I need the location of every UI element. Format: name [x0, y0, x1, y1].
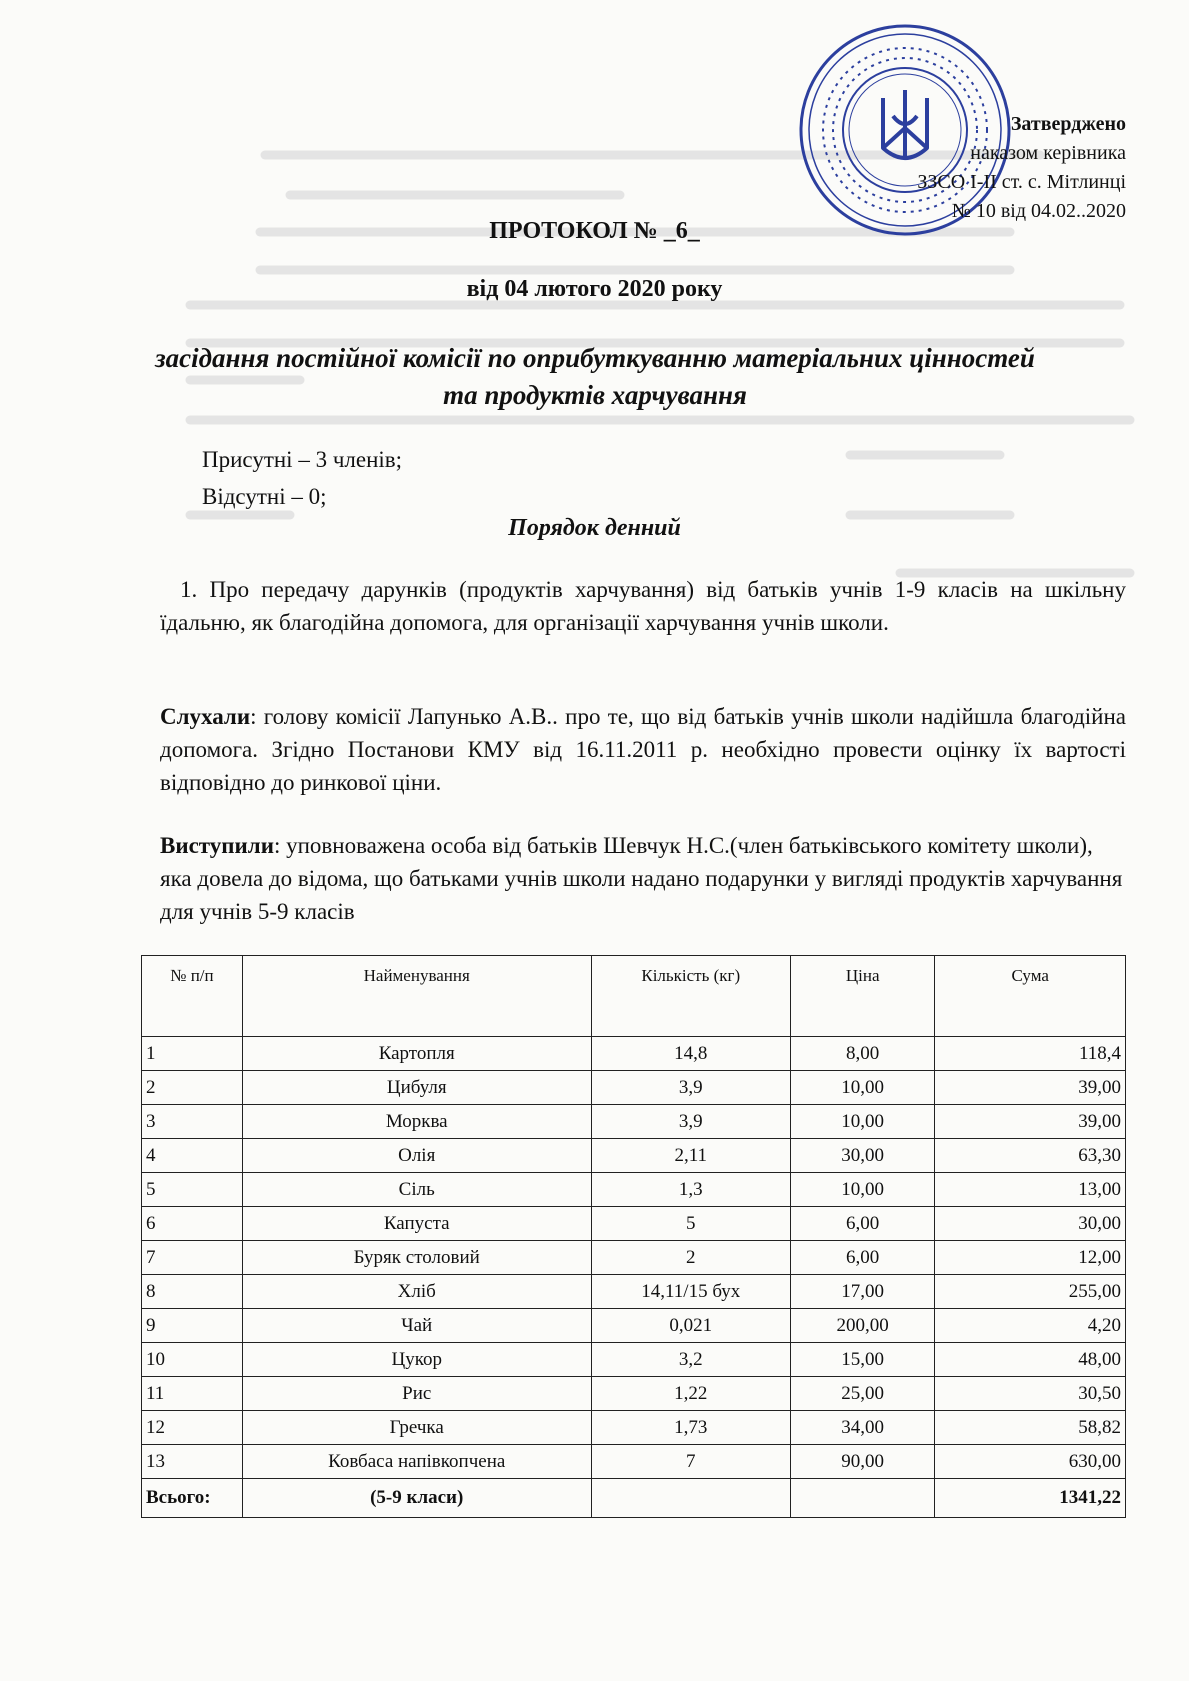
row-quantity: 5 — [591, 1207, 790, 1241]
row-number: 3 — [142, 1105, 243, 1139]
row-number: 12 — [142, 1411, 243, 1445]
table-header-row — [142, 956, 1126, 1037]
row-sum: 255,00 — [935, 1275, 1126, 1309]
header-number: № п/п — [142, 956, 243, 1037]
table-row — [142, 1139, 1126, 1173]
row-quantity: 1,22 — [591, 1377, 790, 1411]
row-price: 10,00 — [790, 1173, 934, 1207]
row-name: Хліб — [242, 1275, 591, 1309]
row-quantity: 2 — [591, 1241, 790, 1275]
row-number: 2 — [142, 1071, 243, 1105]
row-sum: 4,20 — [935, 1309, 1126, 1343]
header-quantity: Кількість (кг) — [591, 956, 790, 1037]
row-sum: 12,00 — [935, 1241, 1126, 1275]
row-name: Буряк столовий — [242, 1241, 591, 1275]
spoke-text: : уповноважена особа від батьків Шевчук Н.С.(член батьківського комітету школи), яка довела до відома, що батьками учнів школи надано подарунки у вигляді продуктів харчування для учнів 5-9 класів — [160, 833, 1123, 924]
row-sum: 118,4 — [935, 1037, 1126, 1071]
items-table — [141, 955, 1126, 1518]
heard-paragraph — [160, 700, 1126, 799]
agenda-heading: Порядок денний — [508, 515, 681, 541]
spoke-paragraph — [160, 829, 1126, 928]
row-sum: 48,00 — [935, 1343, 1126, 1377]
row-price: 200,00 — [790, 1309, 934, 1343]
row-price: 6,00 — [790, 1241, 934, 1275]
row-price: 15,00 — [790, 1343, 934, 1377]
row-number: 8 — [142, 1275, 243, 1309]
row-sum: 39,00 — [935, 1105, 1126, 1139]
row-quantity: 14,8 — [591, 1037, 790, 1071]
approval-order: наказом керівника — [970, 142, 1126, 164]
header-price: Ціна — [790, 956, 934, 1037]
row-name: Рис — [242, 1377, 591, 1411]
row-quantity: 14,11/15 бух — [591, 1275, 790, 1309]
row-number: 4 — [142, 1139, 243, 1173]
table-row — [142, 1309, 1126, 1343]
header-sum: Сума — [935, 956, 1126, 1037]
total-price — [790, 1479, 934, 1518]
approval-title: Затверджено — [1010, 113, 1126, 135]
heard-text: : голову комісії Лапунько А.В.. про те, що від батьків учнів школи надійшла благодійна допомога. Згідно Постанови КМУ від 16.11.2011 р. необхідно провести оцінку їх вартості відповідно до ринкової ціни. — [160, 704, 1126, 795]
row-number: 1 — [142, 1037, 243, 1071]
row-number: 11 — [142, 1377, 243, 1411]
row-sum: 30,00 — [935, 1207, 1126, 1241]
row-sum: 58,82 — [935, 1411, 1126, 1445]
row-number: 10 — [142, 1343, 243, 1377]
row-number: 6 — [142, 1207, 243, 1241]
attendance — [202, 441, 402, 515]
table-row — [142, 1275, 1126, 1309]
attendance-absent: Відсутні – 0; — [202, 484, 327, 509]
protocol-date: від 04 лютого 2020 року — [466, 276, 723, 302]
row-number: 9 — [142, 1309, 243, 1343]
row-quantity: 3,9 — [591, 1071, 790, 1105]
table-row — [142, 1207, 1126, 1241]
row-quantity: 3,2 — [591, 1343, 790, 1377]
row-quantity: 1,73 — [591, 1411, 790, 1445]
table-row — [142, 1377, 1126, 1411]
row-name: Цукор — [242, 1343, 591, 1377]
heard-label: Слухали — [160, 704, 251, 729]
row-price: 10,00 — [790, 1105, 934, 1139]
row-price: 6,00 — [790, 1207, 934, 1241]
row-name: Ковбаса напівкопчена — [242, 1445, 591, 1479]
table-row — [142, 1071, 1126, 1105]
total-label: Всього: — [142, 1479, 243, 1518]
header-name: Найменування — [242, 956, 591, 1037]
row-number: 13 — [142, 1445, 243, 1479]
row-sum: 63,30 — [935, 1139, 1126, 1173]
row-sum: 13,00 — [935, 1173, 1126, 1207]
table-row — [142, 1105, 1126, 1139]
row-name: Цибуля — [242, 1071, 591, 1105]
table-row — [142, 1037, 1126, 1071]
row-quantity: 7 — [591, 1445, 790, 1479]
table-row — [142, 1241, 1126, 1275]
table-total-row — [142, 1479, 1126, 1518]
total-quantity — [591, 1479, 790, 1518]
total-sum: 1341,22 — [935, 1479, 1126, 1518]
row-name: Капуста — [242, 1207, 591, 1241]
row-name: Чай — [242, 1309, 591, 1343]
row-price: 34,00 — [790, 1411, 934, 1445]
row-price: 25,00 — [790, 1377, 934, 1411]
row-name: Морква — [242, 1105, 591, 1139]
row-price: 30,00 — [790, 1139, 934, 1173]
row-number: 7 — [142, 1241, 243, 1275]
row-quantity: 3,9 — [591, 1105, 790, 1139]
row-price: 90,00 — [790, 1445, 934, 1479]
row-name: Гречка — [242, 1411, 591, 1445]
row-quantity: 0,021 — [591, 1309, 790, 1343]
row-price: 17,00 — [790, 1275, 934, 1309]
table-row — [142, 1173, 1126, 1207]
approval-number: № 10 від 04.02..2020 — [951, 200, 1126, 222]
total-note: (5-9 класи) — [242, 1479, 591, 1518]
row-price: 10,00 — [790, 1071, 934, 1105]
approval-school: ЗЗСО І-ІІ ст. с. Мітлинці — [917, 171, 1126, 193]
row-number: 5 — [142, 1173, 243, 1207]
spoke-label: Виступили — [160, 833, 274, 858]
row-name: Олія — [242, 1139, 591, 1173]
row-sum: 630,00 — [935, 1445, 1126, 1479]
approval-block — [836, 110, 1126, 226]
table-row — [142, 1445, 1126, 1479]
row-sum: 39,00 — [935, 1071, 1126, 1105]
attendance-present: Присутні – 3 членів; — [202, 447, 403, 472]
row-name: Сіль — [242, 1173, 591, 1207]
table-row — [142, 1343, 1126, 1377]
row-price: 8,00 — [790, 1037, 934, 1071]
table-row — [142, 1411, 1126, 1445]
row-name: Картопля — [242, 1037, 591, 1071]
agenda-item-1: 1. Про передачу дарунків (продуктів харчування) від батьків учнів 1-9 класів на шкільну їдальню, як благодійна допомога, для організації харчування учнів школи. — [160, 577, 1126, 635]
protocol-title: ПРОТОКОЛ № _6_ — [489, 218, 700, 244]
meeting-subject: засідання постійної комісії по оприбуткуванню матеріальних цінностей та продуктів харчування — [155, 343, 1035, 410]
row-quantity: 2,11 — [591, 1139, 790, 1173]
row-sum: 30,50 — [935, 1377, 1126, 1411]
row-quantity: 1,3 — [591, 1173, 790, 1207]
